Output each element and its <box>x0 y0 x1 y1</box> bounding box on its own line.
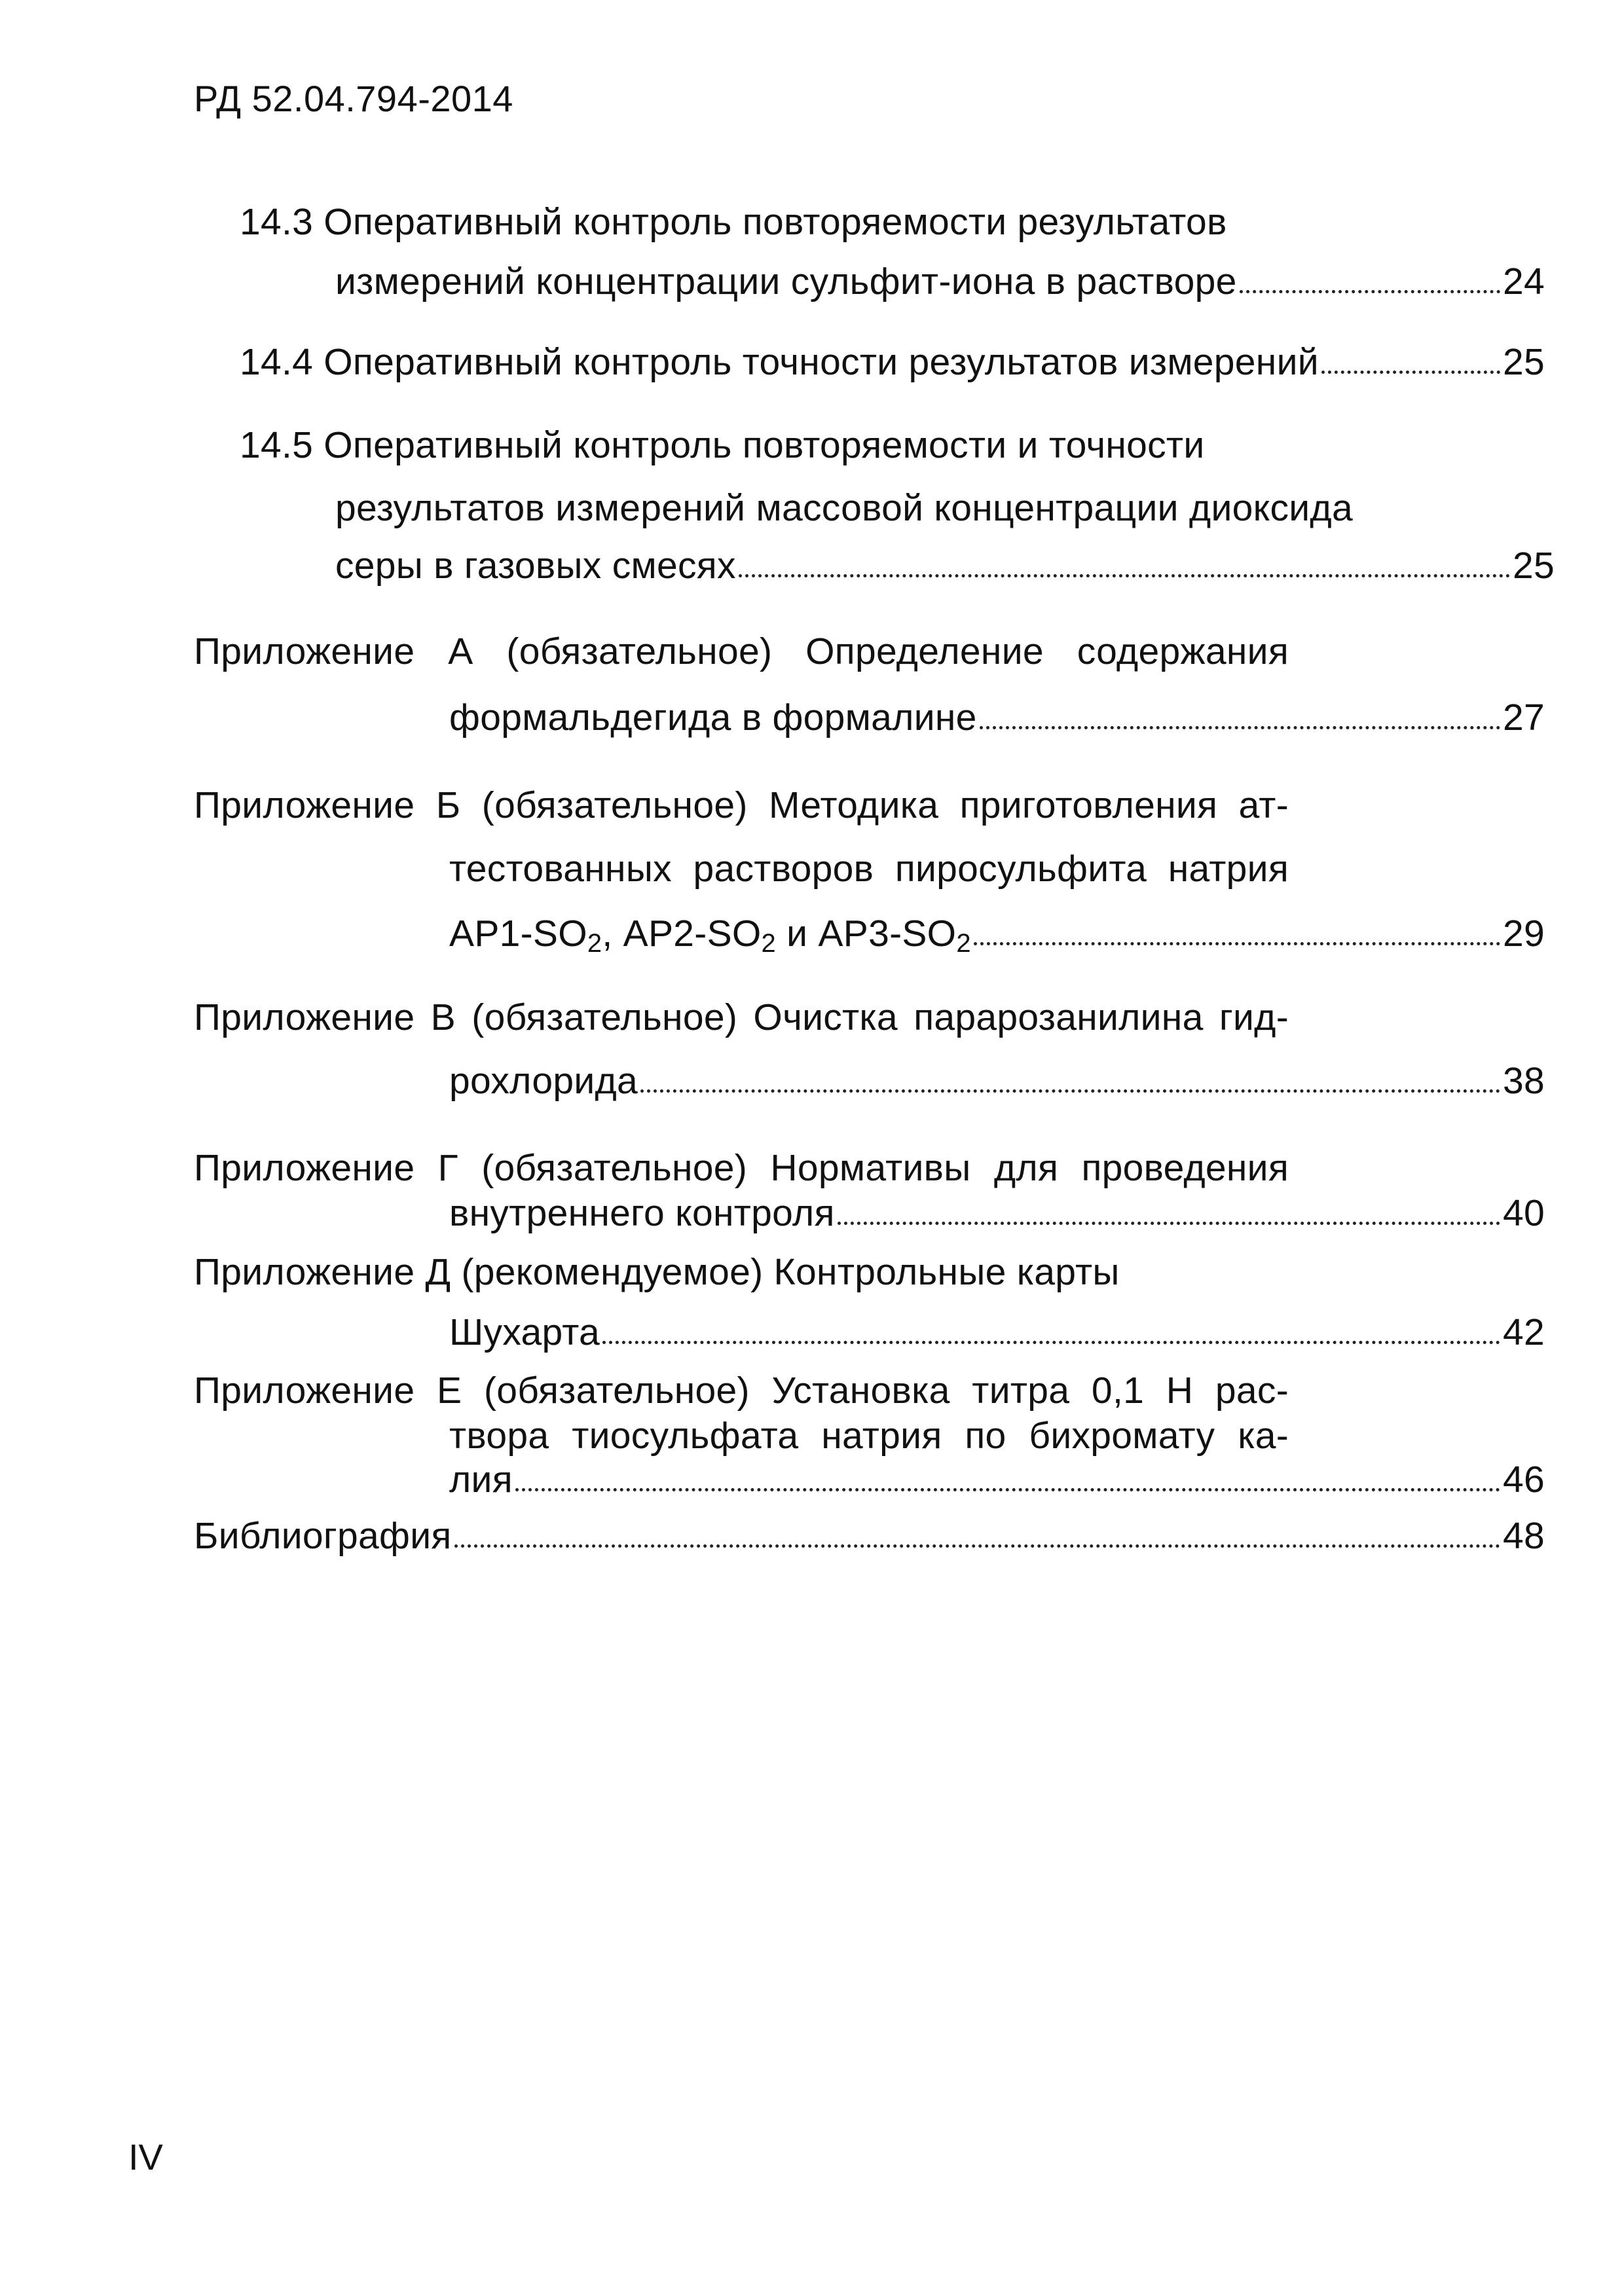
toc-entry-14-4[interactable] <box>240 339 1545 385</box>
toc-appendix-d-page: 42 <box>1502 1311 1545 1353</box>
toc-appendix-e-line-1: Приложение Е (обязательное) Установка титра 0,1 Н рас- <box>194 1370 1289 1412</box>
toc-appendix-b-page: 29 <box>1502 913 1545 955</box>
toc-entry-14-3[interactable] <box>335 259 1545 304</box>
toc-appendix-v-line-1: Приложение В (обязательное) Очистка парарозанилина гид- <box>194 996 1289 1038</box>
toc-entry-14-5-line-2: результатов измерений массовой концентрации диоксида <box>335 487 1353 529</box>
toc-appendix-g-line-2: внутреннего контроля <box>449 1192 835 1234</box>
toc-appendix-g-line-1: Приложение Г (обязательное) Нормативы для проведения <box>194 1147 1289 1189</box>
toc-bibliography-label: Библиография <box>194 1515 452 1557</box>
toc-appendix-a-line-1: Приложение А (обязательное) Определение содержания <box>194 630 1289 672</box>
document-code-header: РД 52.04.794-2014 <box>194 78 513 119</box>
toc-entry-14-4-page: 25 <box>1502 341 1545 383</box>
dot-leader <box>980 726 1500 729</box>
toc-appendix-b-line-3: $АР1-SO_2$, $АР2-SO_2$ и $АР3-SO_2$ <box>449 913 971 958</box>
toc-appendix-a-line-2: формальдегида в формалине <box>449 697 977 738</box>
toc-entry-14-3-line-2: измерений концентрации сульфит-иона в растворе <box>335 261 1237 302</box>
toc-appendix-e-line-2: твора тиосульфата натрия по бихромату ка- <box>449 1415 1289 1457</box>
toc-appendix-b[interactable] <box>449 911 1545 957</box>
toc-appendix-d-line-1: Приложение Д (рекомендуемое) Контрольные карты <box>194 1251 1120 1293</box>
dot-leader <box>974 942 1500 945</box>
toc-appendix-e-line-3: лия <box>449 1459 513 1501</box>
dot-leader <box>454 1544 1500 1548</box>
dot-leader <box>640 1089 1500 1093</box>
toc-appendix-d[interactable] <box>449 1309 1545 1355</box>
dot-leader <box>602 1341 1500 1344</box>
toc-appendix-b-line-1: Приложение Б (обязательное) Методика приготовления ат- <box>194 784 1289 826</box>
toc-entry-14-5[interactable] <box>335 543 1555 589</box>
dot-leader <box>515 1488 1500 1491</box>
toc-appendix-a-page: 27 <box>1502 697 1545 738</box>
toc-bibliography[interactable] <box>194 1513 1545 1559</box>
toc-appendix-v-page: 38 <box>1502 1060 1545 1102</box>
toc-appendix-b-line-2: тестованных растворов пиросульфита натрия <box>449 848 1289 890</box>
toc-appendix-d-line-2: Шухарта <box>449 1311 600 1353</box>
dot-leader <box>1321 371 1500 374</box>
toc-appendix-g-page: 40 <box>1502 1192 1545 1234</box>
dot-leader <box>1240 290 1500 293</box>
dot-leader <box>739 574 1510 577</box>
toc-appendix-v[interactable] <box>449 1058 1545 1104</box>
dot-leader <box>838 1222 1500 1225</box>
toc-entry-14-3-page: 24 <box>1502 261 1545 302</box>
toc-entry-14-4-line-1: 14.4 Оперативный контроль точности результатов измерений <box>240 341 1319 383</box>
toc-entry-14-3-line-1: 14.3 Оперативный контроль повторяемости результатов <box>240 201 1227 243</box>
page-number: IV <box>128 2136 163 2178</box>
toc-appendix-e[interactable] <box>449 1457 1545 1503</box>
toc-entry-14-5-line-1: 14.5 Оперативный контроль повторяемости и точности <box>240 424 1205 466</box>
toc-entry-14-5-line-3: серы в газовых смесях <box>335 545 736 587</box>
toc-appendix-e-page: 46 <box>1502 1459 1545 1501</box>
toc-appendix-a[interactable] <box>449 695 1545 740</box>
toc-appendix-g[interactable] <box>449 1190 1545 1236</box>
toc-appendix-v-line-2: рохлорида <box>449 1060 638 1102</box>
toc-entry-14-5-page: 25 <box>1512 545 1555 587</box>
toc-bibliography-page: 48 <box>1502 1515 1545 1557</box>
